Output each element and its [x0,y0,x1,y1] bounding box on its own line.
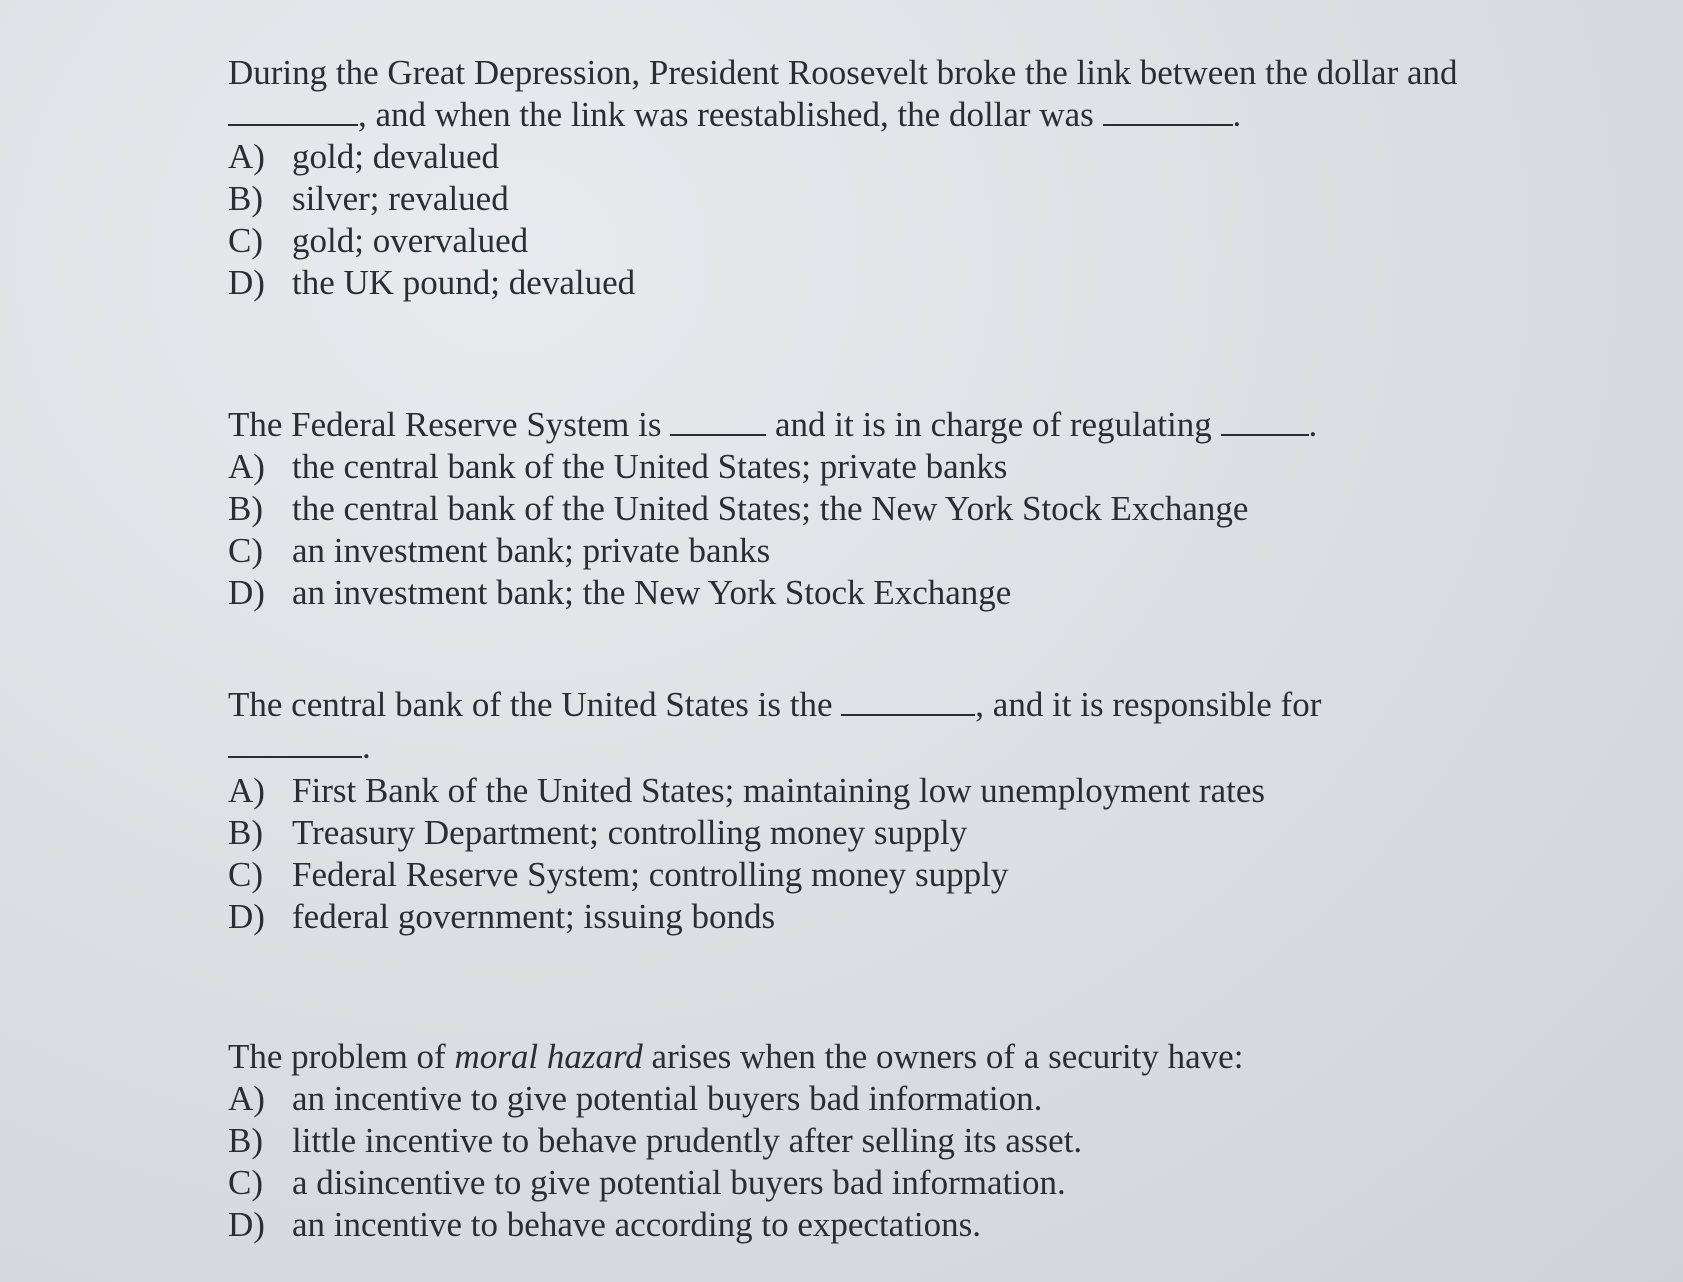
option-c[interactable] [228,1162,1528,1204]
option-letter: B) [228,489,263,528]
question-2-stem [228,404,1528,446]
option-text: the central bank of the United States; private banks [292,447,1008,486]
answer-blank [1221,404,1309,436]
option-d[interactable] [228,896,1528,938]
question-2-stem-part1: The Federal Reserve System is [228,405,662,444]
answer-blank [670,404,766,436]
option-letter: D) [228,1205,265,1244]
option-text: federal government; issuing bonds [292,897,776,936]
option-b[interactable] [228,1120,1528,1162]
option-c[interactable] [228,854,1528,896]
option-letter: D) [228,263,265,302]
question-1-stem-part1: During the Great Depression, President Roosevelt broke the link between the dollar and [228,53,1458,92]
option-letter: A) [228,137,265,176]
option-letter: A) [228,447,265,486]
option-text: Federal Reserve System; controlling money supply [292,855,1009,894]
answer-blank [228,94,358,126]
option-b[interactable] [228,488,1528,530]
question-4-stem [228,1036,1528,1078]
question-1-options [228,136,1528,304]
option-letter: D) [228,573,265,612]
option-text: an incentive to behave according to expectations. [292,1205,982,1244]
option-letter: C) [228,531,263,570]
option-text: gold; devalued [292,137,500,176]
question-3-stem-end: . [362,727,371,766]
option-text: the UK pound; devalued [292,263,636,302]
answer-blank [228,726,362,758]
question-2-options [228,446,1528,614]
option-b[interactable] [228,812,1528,854]
option-a[interactable] [228,446,1528,488]
option-letter: C) [228,855,263,894]
option-b[interactable] [228,178,1528,220]
option-text: Treasury Department; controlling money supply [292,813,968,852]
option-text: First Bank of the United States; maintaining low unemployment rates [292,771,1266,810]
question-3-stem-part1: The central bank of the United States is the [228,685,833,724]
question-4-stem-italic: moral hazard [454,1037,643,1076]
option-a[interactable] [228,1078,1528,1120]
question-2-stem-end: . [1308,405,1318,444]
option-text: gold; overvalued [292,221,529,260]
question-3-options [228,770,1528,938]
answer-blank [841,684,975,716]
option-letter: C) [228,221,263,260]
question-4-options [228,1078,1528,1246]
option-a[interactable] [228,136,1528,178]
option-d[interactable] [228,572,1528,614]
question-2-stem-part2: and it is in charge of regulating [775,405,1212,444]
option-c[interactable] [228,220,1528,262]
option-text: little incentive to behave prudently after selling its asset. [292,1121,1083,1160]
option-text: silver; revalued [292,179,509,218]
question-4 [228,1036,1528,1246]
option-text: an investment bank; private banks [292,531,771,570]
option-letter: B) [228,1121,263,1160]
question-1-stem-part2: , and when the link was reestablished, the dollar was [358,95,1094,134]
option-text: an investment bank; the New York Stock Exchange [292,573,1012,612]
option-text: an incentive to give potential buyers bad information. [292,1079,1043,1118]
question-4-stem-part2: arises when the owners of a security have: [651,1037,1244,1076]
option-d[interactable] [228,262,1528,304]
option-letter: A) [228,1079,265,1118]
question-4-stem-part1: The problem of [228,1037,446,1076]
option-text: a disincentive to give potential buyers bad information. [292,1163,1066,1202]
option-letter: C) [228,1163,263,1202]
option-text: the central bank of the United States; the New York Stock Exchange [292,489,1249,528]
option-letter: D) [228,897,265,936]
option-letter: B) [228,813,263,852]
question-2 [228,404,1528,614]
option-a[interactable] [228,770,1528,812]
question-3-stem-part2: , and it is responsible for [975,685,1322,724]
question-1 [228,52,1528,304]
question-1-stem-end: . [1232,95,1242,134]
option-c[interactable] [228,530,1528,572]
question-1-stem [228,52,1528,136]
question-3-stem [228,684,1528,768]
option-d[interactable] [228,1204,1528,1246]
answer-blank [1103,94,1233,126]
option-letter: B) [228,179,263,218]
question-3 [228,684,1528,938]
option-letter: A) [228,771,265,810]
